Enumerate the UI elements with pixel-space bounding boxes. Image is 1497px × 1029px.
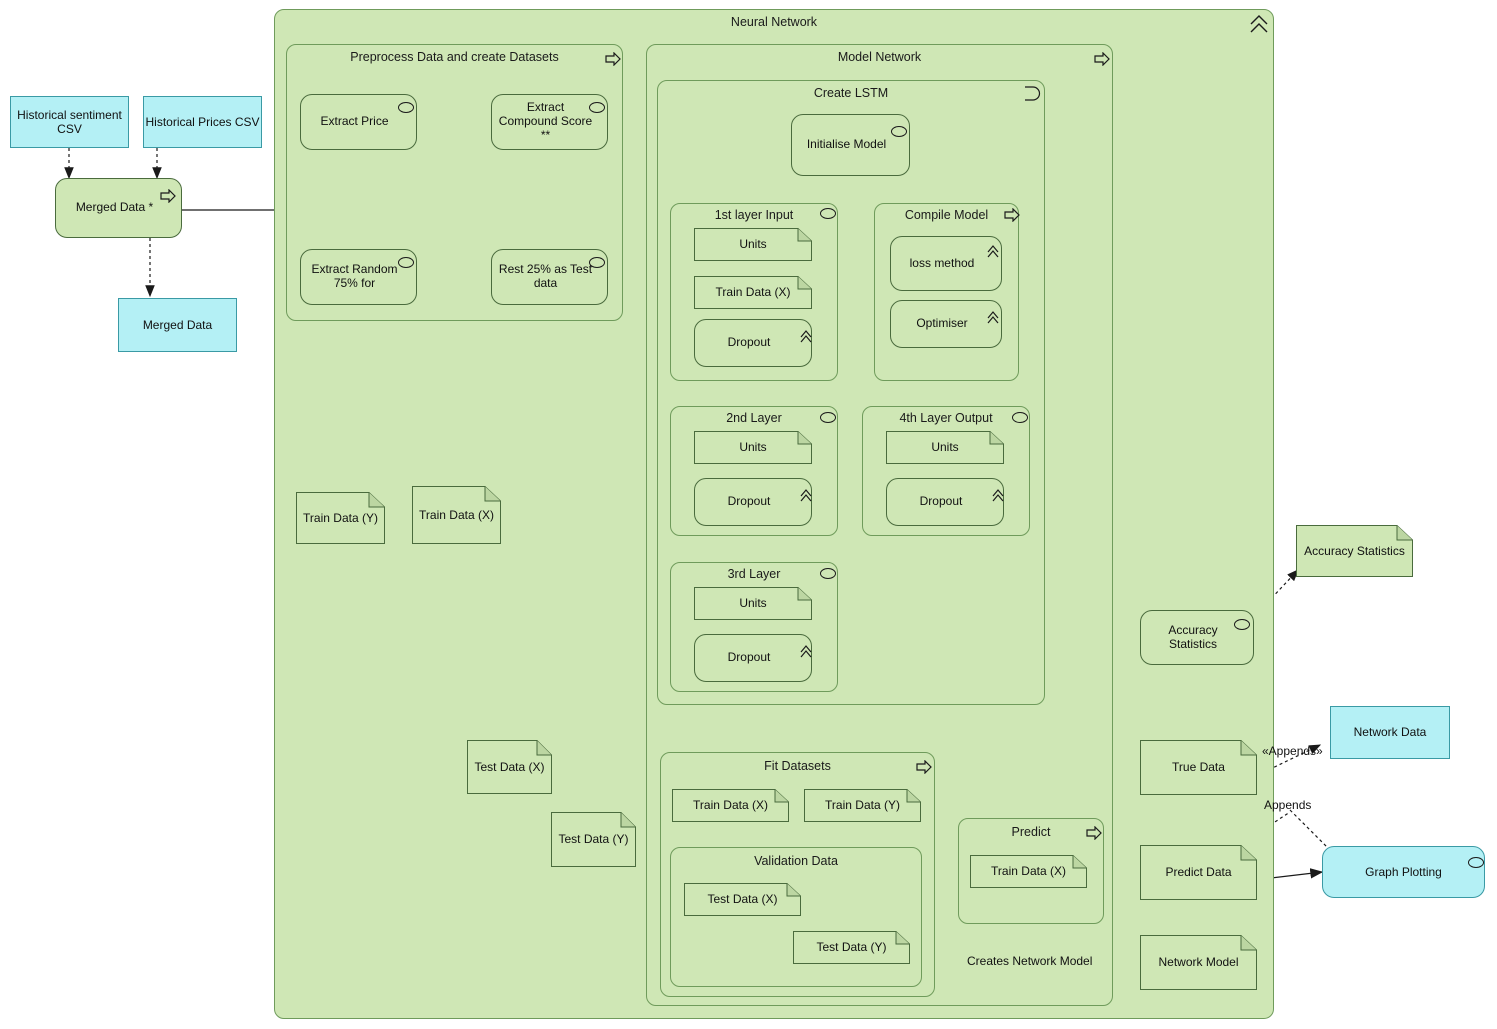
activity-arrow-icon (605, 52, 621, 66)
action-layer3-dropout[interactable] (694, 634, 812, 682)
activity-arrow-icon-5 (916, 760, 932, 774)
group-second-layer-title: 2nd Layer (726, 411, 782, 425)
note-layer2-units-label: Units (739, 440, 767, 455)
note-layer1-units (694, 228, 812, 261)
action-extract-price[interactable] (300, 94, 417, 150)
note-test-data-x (467, 740, 552, 794)
note-predict-train-data-x (970, 855, 1087, 888)
input-historical-prices-csv[interactable] (143, 96, 262, 148)
action-layer1-dropout-label: Dropout (727, 335, 771, 350)
action-layer3-dropout-label: Dropout (727, 650, 771, 665)
note-true-data-label: True Data (1172, 760, 1225, 775)
action-oval-icon-7 (1468, 857, 1484, 868)
pin-icon-5 (991, 487, 1005, 503)
note-network-model (1140, 935, 1257, 990)
note-merged-data (118, 298, 237, 352)
group-preprocess-title: Preprocess Data and create Datasets (350, 50, 559, 64)
group-compile-model (874, 203, 1019, 381)
action-rest-25-test-label: Rest 25% as Test data (498, 262, 593, 290)
pin-icon-1 (799, 328, 813, 344)
note-predict-data-label: Predict Data (1165, 865, 1232, 880)
activity-arrow-icon-2 (1094, 52, 1110, 66)
pin-icon-3 (986, 309, 1000, 325)
layer-oval-icon-4 (820, 568, 836, 579)
edge-label-creates-network-model: Creates Network Model (967, 954, 1093, 968)
note-validation-test-data-x (684, 883, 801, 916)
note-accuracy-statistics-label: Accuracy Statistics (1304, 543, 1405, 558)
note-layer4-units-label: Units (931, 440, 959, 455)
note-test-data-y-label: Test Data (Y) (558, 832, 629, 847)
group-fourth-layer-output-title: 4th Layer Output (899, 411, 993, 425)
action-layer4-dropout[interactable] (886, 478, 1004, 526)
activity-arrow-icon-4 (1004, 208, 1020, 222)
note-train-data-x-label: Train Data (X) (419, 507, 494, 522)
note-test-data-y (551, 812, 636, 867)
note-predict-data (1140, 845, 1257, 900)
input-historical-sentiment-csv[interactable] (10, 96, 129, 148)
output-network-data-label: Network Data (1353, 725, 1427, 740)
pin-icon-4 (799, 487, 813, 503)
action-extract-compound-score[interactable] (491, 94, 608, 150)
group-model-network-title: Model Network (837, 50, 922, 64)
pin-icon-2 (986, 243, 1000, 259)
note-layer3-units-label: Units (739, 596, 767, 611)
action-oval-icon-1 (398, 102, 414, 113)
note-fit-train-data-y (804, 789, 921, 822)
note-layer3-units (694, 587, 812, 620)
output-graph-plotting[interactable] (1322, 846, 1485, 898)
note-accuracy-statistics (1296, 525, 1413, 577)
group-validation-data-title: Validation Data (754, 854, 838, 868)
interaction-icon (1023, 86, 1041, 101)
group-neural-network-title: Neural Network (730, 15, 818, 29)
action-merged-data-label: Merged Data * (75, 200, 154, 215)
note-layer1-train-data-x (694, 276, 812, 309)
layer-oval-icon-2 (820, 412, 836, 423)
action-initialise-model[interactable] (791, 114, 910, 176)
group-validation-data (670, 847, 922, 987)
edge-label-appends-1: «Appends» (1262, 744, 1323, 758)
group-fit-datasets-title: Fit Datasets (764, 759, 831, 773)
output-network-data[interactable] (1330, 706, 1450, 759)
action-oval-icon-4 (589, 257, 605, 268)
action-accuracy-statistics[interactable] (1140, 610, 1254, 665)
action-extract-random-75[interactable] (300, 249, 417, 305)
chevron-collapse-icon[interactable] (1249, 12, 1269, 34)
note-validation-test-data-y (793, 931, 910, 964)
action-oval-icon-2 (589, 102, 605, 113)
edge-label-appends-2: Appends (1264, 798, 1312, 812)
note-layer1-units-label: Units (739, 237, 767, 252)
note-train-data-y-label: Train Data (Y) (303, 510, 378, 525)
note-fit-train-data-y-label: Train Data (Y) (825, 798, 900, 813)
note-predict-train-data-x-label: Train Data (X) (991, 864, 1066, 879)
note-validation-test-data-y-label: Test Data (Y) (816, 940, 887, 955)
note-layer1-train-data-x-label: Train Data (X) (715, 285, 791, 300)
action-layer1-dropout[interactable] (694, 319, 812, 367)
action-oval-icon-5 (891, 126, 907, 137)
action-oval-icon-6 (1234, 619, 1250, 630)
action-extract-compound-score-label: Extract Compound Score ** (498, 100, 593, 142)
group-third-layer-title: 3rd Layer (727, 567, 781, 581)
activity-arrow-icon-3 (160, 189, 176, 203)
input-historical-sentiment-csv-label: Historical sentiment CSV (17, 107, 122, 136)
group-predict-title: Predict (1011, 825, 1051, 839)
note-train-data-x (412, 486, 501, 544)
input-historical-prices-csv-label: Historical Prices CSV (145, 114, 260, 129)
layer-oval-icon-1 (820, 208, 836, 219)
note-validation-test-data-x-label: Test Data (X) (707, 892, 778, 907)
activity-arrow-icon-6 (1086, 826, 1102, 840)
action-layer2-dropout[interactable] (694, 478, 812, 526)
action-extract-price-label: Extract Price (320, 114, 389, 129)
action-oval-icon-3 (398, 257, 414, 268)
note-fit-train-data-x-label: Train Data (X) (693, 798, 768, 813)
note-train-data-y (296, 492, 385, 544)
note-layer2-units (694, 431, 812, 464)
group-first-layer-input-title: 1st layer Input (714, 208, 794, 222)
output-graph-plotting-label: Graph Plotting (1365, 864, 1442, 879)
action-extract-random-75-label: Extract Random 75% for (311, 262, 398, 290)
action-rest-25-test[interactable] (491, 249, 608, 305)
action-layer4-dropout-label: Dropout (919, 494, 963, 509)
note-test-data-x-label: Test Data (X) (474, 759, 545, 774)
note-network-model-label: Network Model (1158, 955, 1239, 970)
group-create-lstm-title: Create LSTM (813, 86, 889, 100)
action-initialise-model-label: Initialise Model (806, 137, 887, 152)
note-true-data (1140, 740, 1257, 795)
action-loss-method-label: loss method (909, 255, 975, 270)
group-compile-model-title: Compile Model (904, 208, 989, 222)
action-optimiser-label: Optimiser (916, 316, 968, 331)
layer-oval-icon-3 (1012, 412, 1028, 423)
note-layer4-units (886, 431, 1004, 464)
action-layer2-dropout-label: Dropout (727, 494, 771, 509)
pin-icon-6 (799, 643, 813, 659)
action-merged-data[interactable] (55, 178, 182, 238)
action-accuracy-statistics-label: Accuracy Statistics (1168, 622, 1218, 651)
note-fit-train-data-x (672, 789, 789, 822)
note-merged-data-label: Merged Data (142, 317, 213, 332)
